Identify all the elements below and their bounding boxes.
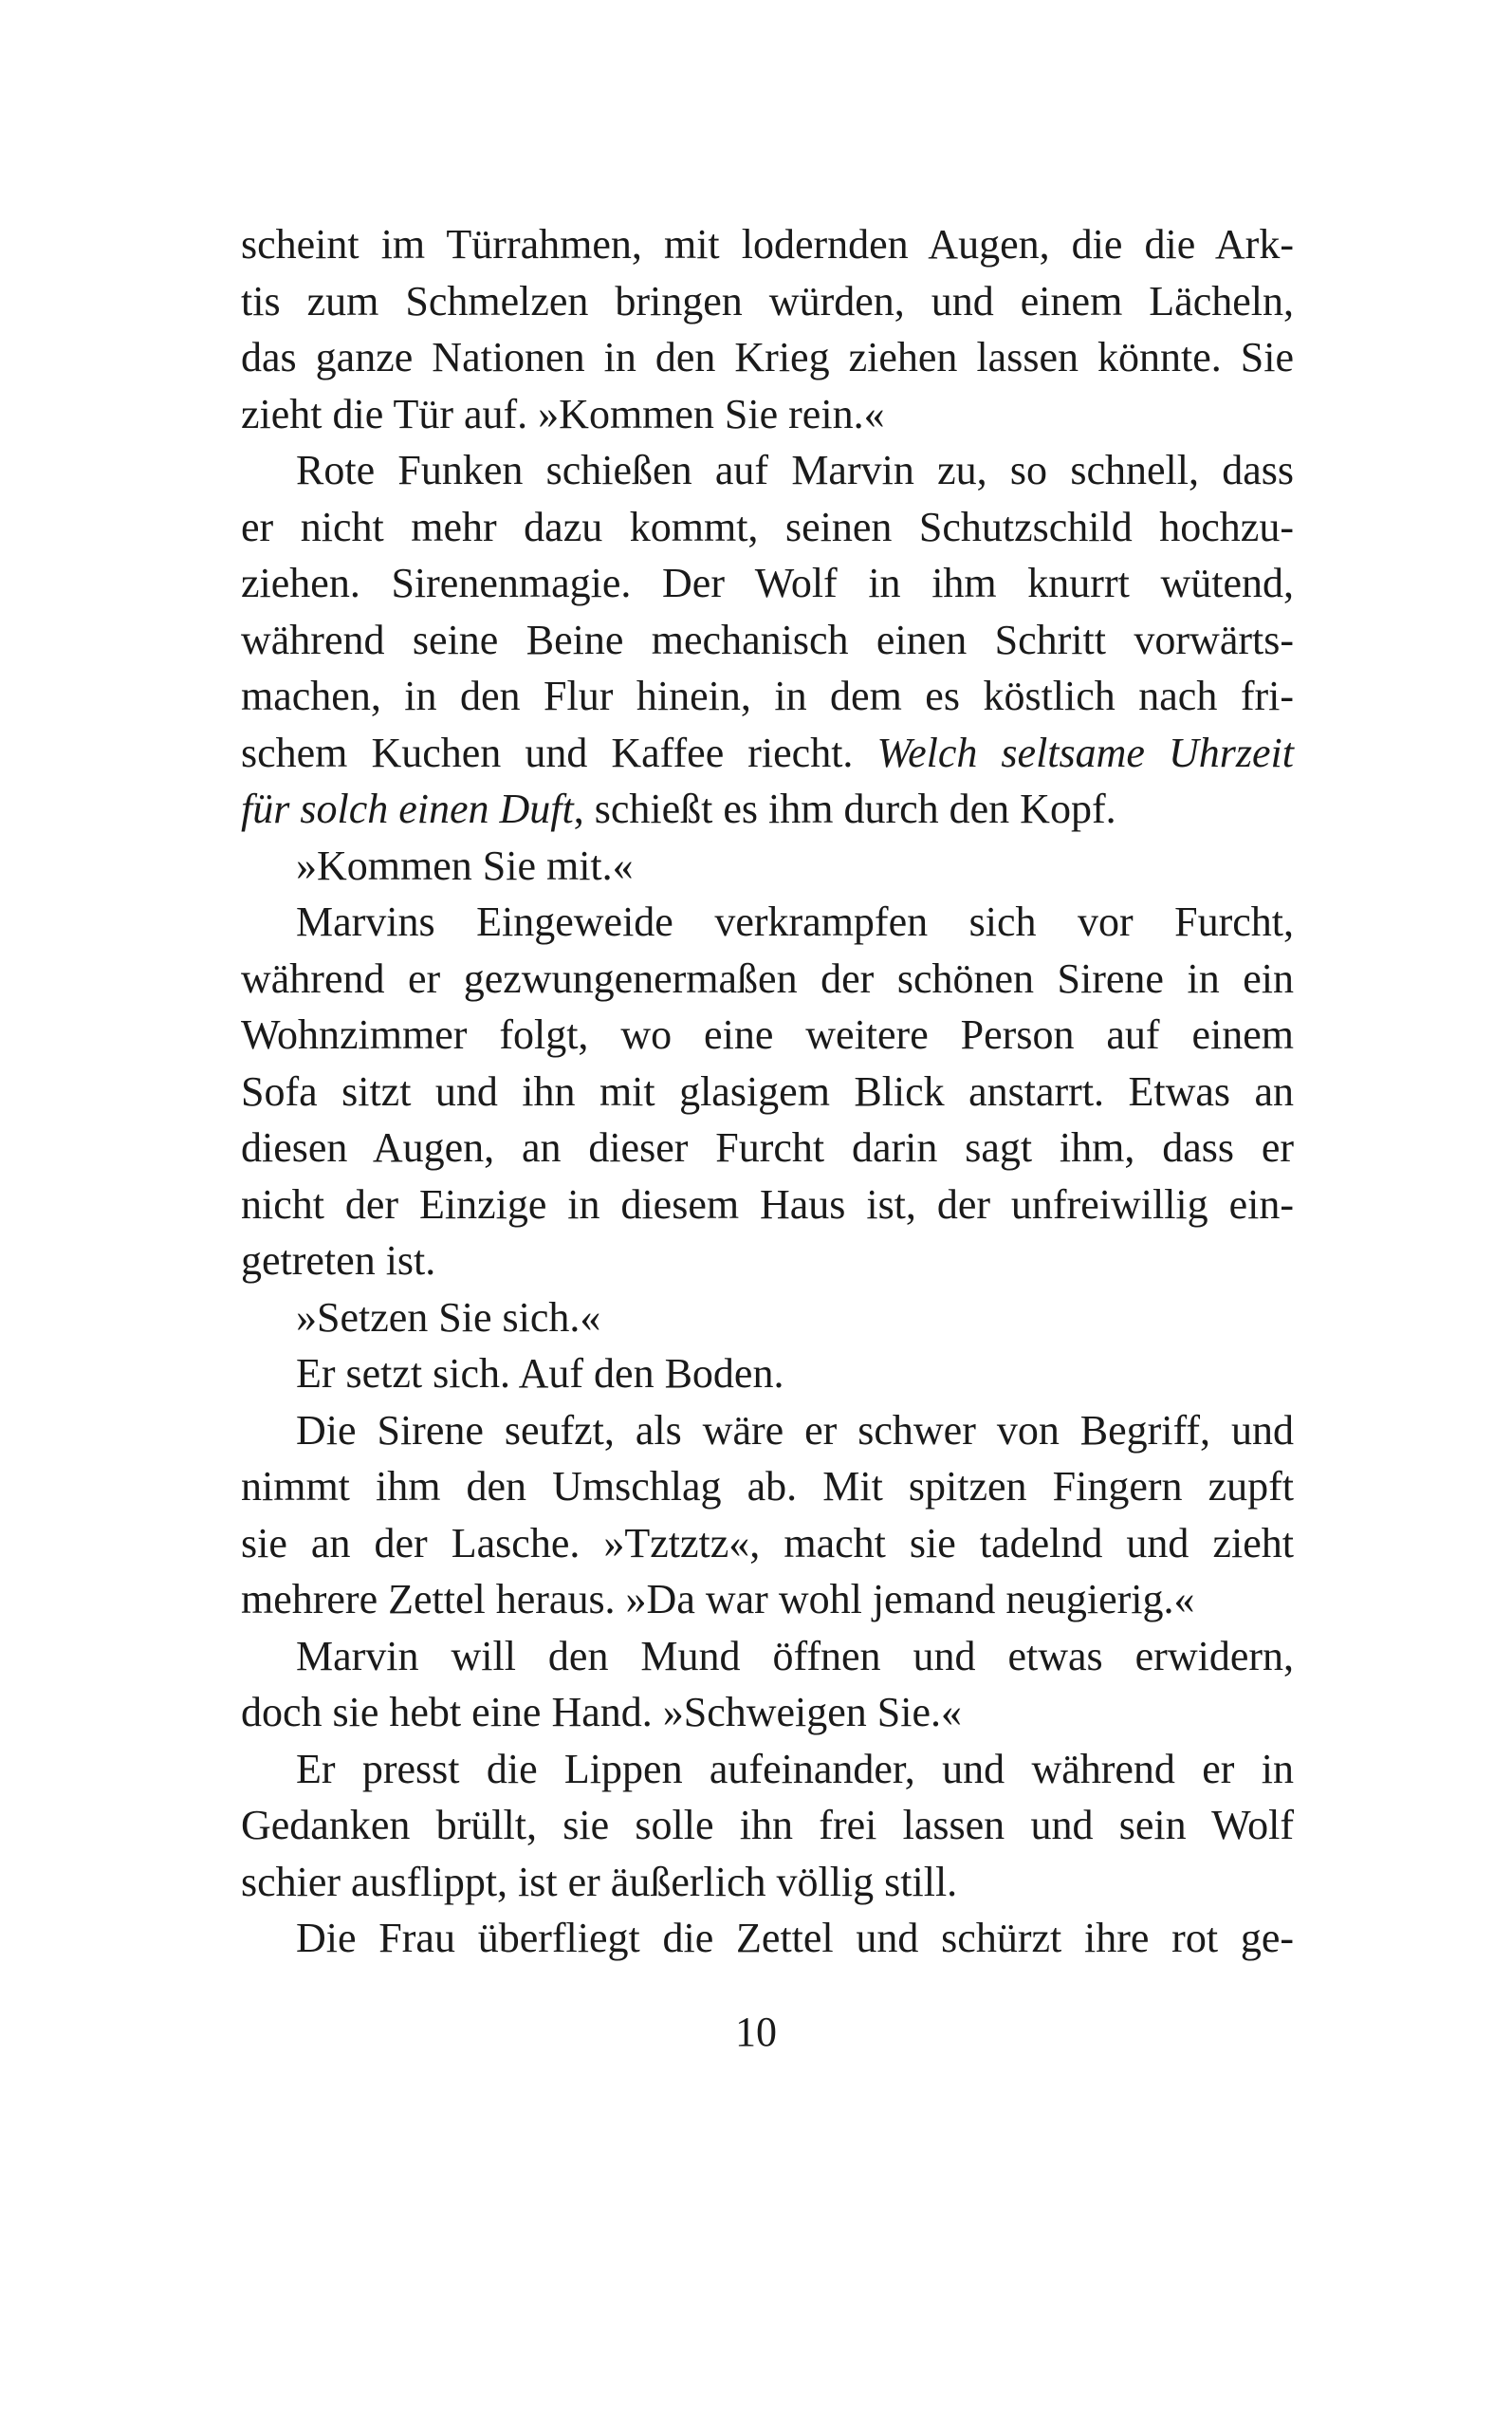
text-line: Rote Funken schießen auf Marvin zu, so schnell, dass bbox=[296, 447, 1294, 493]
text-line: ziehen. Sirenenmagie. Der Wolf in ihm knurrt wütend, bbox=[241, 560, 1294, 606]
text-line: scheint im Türrahmen, mit lodernden Augen, die die Ark- bbox=[241, 221, 1294, 268]
text-line: schier ausflippt, ist er äußerlich völlig still. bbox=[241, 1858, 958, 1905]
text-line: tis zum Schmelzen bringen würden, und einem Lächeln, bbox=[241, 277, 1294, 324]
text-line: nicht der Einzige in diesem Haus ist, der unfreiwillig ein- bbox=[241, 1180, 1294, 1228]
text-line: Sofa sitzt und ihn mit glasigem Blick anstarrt. Etwas an bbox=[241, 1067, 1294, 1115]
text-line: Die Sirene seufzt, als wäre er schwer von Begriff, und bbox=[296, 1406, 1294, 1454]
text-line: »Setzen Sie sich.« bbox=[296, 1293, 601, 1341]
book-page-text bbox=[241, 216, 1294, 1967]
text-line: mehrere Zettel heraus. »Da war wohl jemand neugierig.« bbox=[241, 1576, 1195, 1622]
text-line: er nicht mehr dazu kommt, seinen Schutzschild hochzu- bbox=[241, 503, 1294, 550]
text-line: nimmt ihm den Umschlag ab. Mit spitzen Fingern zupft bbox=[241, 1463, 1294, 1510]
text-line: doch sie hebt eine Hand. »Schweigen Sie.« bbox=[241, 1689, 963, 1735]
text-line: diesen Augen, an dieser Furcht darin sagt ihm, dass er bbox=[241, 1124, 1294, 1171]
text-line: Marvin will den Mund öffnen und etwas erwidern, bbox=[296, 1632, 1294, 1679]
italic-text: Welch seltsame Uhrzeit bbox=[876, 729, 1294, 776]
page-number: 10 bbox=[735, 2009, 777, 2055]
text-line: zieht die Tür auf. »Kommen Sie rein.« bbox=[241, 390, 885, 437]
text-line: machen, in den Flur hinein, in dem es köstlich nach fri- bbox=[241, 673, 1294, 719]
text-line: Gedanken brüllt, sie solle ihn frei lassen und sein Wolf bbox=[241, 1802, 1294, 1848]
text-line bbox=[241, 781, 1294, 838]
text-line: getreten ist. bbox=[241, 1237, 436, 1284]
text-line bbox=[241, 725, 1294, 782]
text-line: Marvins Eingeweide verkrampfen sich vor Furcht, bbox=[296, 899, 1294, 945]
text-line: Er presst die Lippen aufeinander, und während er in bbox=[296, 1745, 1294, 1792]
text-line: das ganze Nationen in den Krieg ziehen lassen könnte. Sie bbox=[241, 334, 1294, 380]
text-line: während seine Beine mechanisch einen Schritt vorwärts- bbox=[241, 616, 1294, 663]
text-line: sie an der Lasche. »Tztztz«, macht sie tadelnd und zieht bbox=[241, 1519, 1294, 1566]
text-line: während er gezwungenermaßen der schönen Sirene in ein bbox=[241, 954, 1294, 1002]
text-line: Wohnzimmer folgt, wo eine weitere Person auf einem bbox=[241, 1011, 1294, 1058]
text-line: Die Frau überfliegt die Zettel und schürzt ihre rot ge- bbox=[296, 1915, 1294, 1961]
italic-text: für solch einen Duft bbox=[241, 786, 574, 832]
text-segment: , schießt es ihm durch den Kopf. bbox=[573, 786, 1116, 832]
text-line: Er setzt sich. Auf den Boden. bbox=[296, 1350, 784, 1397]
text-line: »Kommen Sie mit.« bbox=[296, 842, 634, 889]
text-segment: schem Kuchen und Kaffee riecht. bbox=[241, 729, 877, 776]
